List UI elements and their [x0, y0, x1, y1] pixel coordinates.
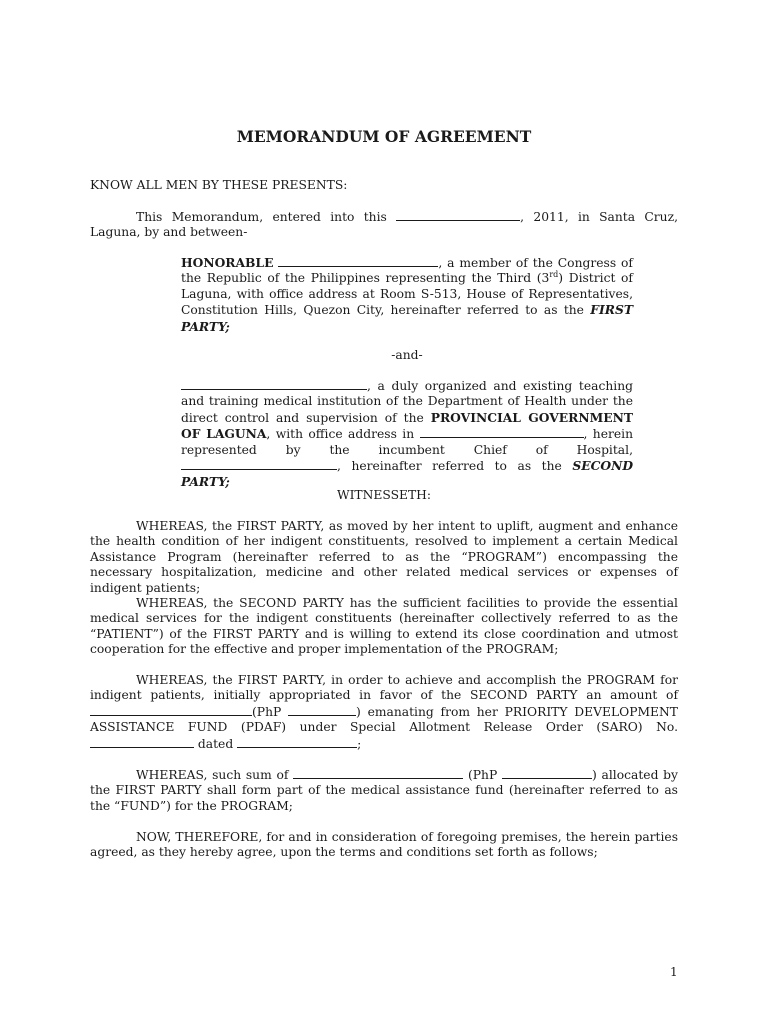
page-number: 1: [670, 965, 678, 979]
second-party-paragraph: [181, 378, 633, 491]
intro-text-2: , 2011, in Santa Cruz, Laguna, by and between-: [90, 210, 678, 240]
whereas-paragraph-1: WHEREAS, the FIRST PARTY, as moved by her intent to uplift, augment and enhance the health condition of her indigent constituents, resolved to implement a certain Medical Assistance Program (hereinafter referred to as the “PROGRAM”) encompassing the necessary hospitalization, medicine and other related medical services or expenses of indigent patients;: [90, 519, 678, 595]
now-therefore-paragraph: NOW, THEREFORE, for and in consideration of foregoing premises, the herein parties agreed, as they hereby agree, upon the terms and conditions set forth as follows;: [90, 830, 678, 860]
hospital-name-blank: [181, 378, 367, 390]
whereas3-text-4: dated: [194, 736, 238, 751]
document-title: MEMORANDUM OF AGREEMENT: [236, 127, 532, 146]
whereas3-text-3: ) emanating from her PRIORITY DEVELOPMENT ASSISTANCE FUND (PDAF) under Special Allotment Release Order (SARO) No.: [90, 704, 678, 735]
first-party-text-2: ) District of Laguna, with office address at Room S-513, House of Representatives, Constitution Hills, Quezon City, hereinafter referred to as the: [181, 271, 633, 318]
whereas-paragraph-4: [90, 767, 678, 814]
witnesseth-heading: WITNESSETH:: [336, 488, 432, 502]
second-party-text-1: , a duly organized and existing teaching and training medical institution of the Department of Health under the direct control and supervision of the: [181, 379, 633, 425]
honorable-name-blank: [278, 255, 438, 267]
date-blank: [396, 209, 520, 221]
and-separator: -and-: [391, 348, 423, 362]
provincial-government-label: PROVINCIAL GOVERNMENT OF LAGUNA: [181, 409, 633, 442]
whereas3-text-5: ;: [357, 736, 362, 751]
sum-words-blank: [293, 767, 463, 779]
know-all-men-heading: KNOW ALL MEN BY THESE PRESENTS:: [90, 178, 348, 192]
first-party-text-1: , a member of the Congress of the Republic of the Philippines representing the Third (3: [181, 256, 633, 286]
sum-php-blank: [502, 767, 592, 779]
second-party-text-4: , hereinafter referred to as the: [337, 459, 573, 474]
second-party-text-2: , with office address in: [266, 427, 420, 442]
amount-php-blank: [288, 704, 356, 716]
whereas3-text-1: WHEREAS, the FIRST PARTY, in order to achieve and accomplish the PROGRAM for indigent patients, initially appropriated in favor of the SECOND PARTY an amount of: [90, 673, 678, 703]
honorable-label: HONORABLE: [181, 255, 274, 270]
chief-name-blank: [181, 458, 337, 470]
whereas4-text-2: (PhP: [463, 768, 502, 782]
whereas4-text-3: ) allocated by the FIRST PARTY shall form part of the medical assistance fund (hereinafter referred to as the “FUND”) for the PROGRAM;: [90, 768, 678, 813]
ordinal-suffix: rd: [549, 270, 559, 280]
intro-paragraph: [90, 209, 678, 241]
second-party-label: SECOND PARTY;: [181, 458, 633, 490]
office-address-blank: [420, 426, 584, 438]
first-party-paragraph: [181, 255, 633, 335]
whereas3-text-2: (PhP: [252, 704, 289, 719]
saro-date-blank: [237, 736, 357, 748]
whereas4-text-1: WHEREAS, such sum of: [136, 768, 294, 782]
first-party-label: FIRST PARTY;: [181, 302, 633, 334]
whereas-paragraph-3: [90, 673, 678, 752]
intro-text-1: This Memorandum, entered into this: [136, 210, 397, 224]
second-party-text-3: , herein represented by the incumbent Chief of Hospital,: [181, 427, 633, 457]
whereas-paragraph-2: WHEREAS, the SECOND PARTY has the sufficient facilities to provide the essential medical services for the indigent constituents (hereinafter collectively referred to as the “PATIENT”) of the FIRST PARTY and is willing to extend its close coordination and utmost cooperation for the effective and proper implementation of the PROGRAM;: [90, 596, 678, 657]
amount-words-blank: [90, 704, 252, 716]
saro-number-blank: [90, 736, 194, 748]
